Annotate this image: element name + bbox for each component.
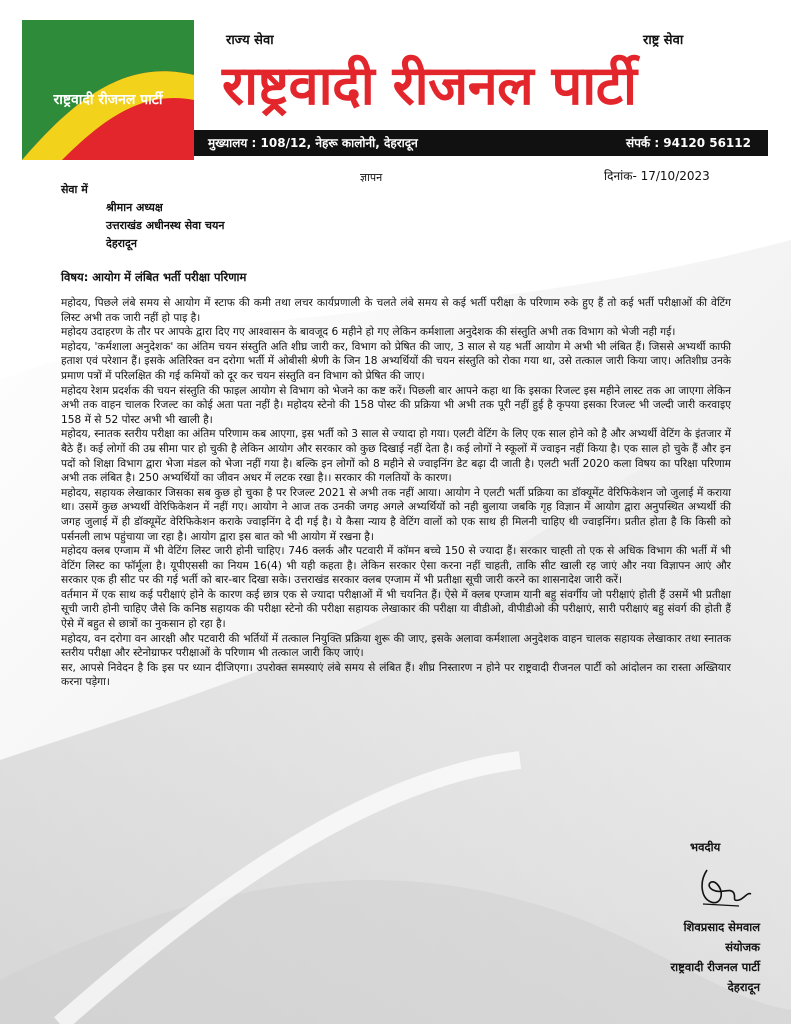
to-line-addressee: श्रीमान अध्यक्ष — [106, 201, 163, 214]
handwritten-signature — [695, 862, 755, 910]
paragraph: महोदय, स्नातक स्तरीय परीक्षा का अंतिम परिणाम कब आएगा, इस भर्ती को 3 साल से ज्यादा हो गया। एलटी वेटिंग के लिए एक साल होने को है और अभ्यर्थी वेटिंग के इंतजार में बैठे हैं। कई लोगों की उम्र सीमा पार हो चुकी है लेकिन आयोग और सरकार को कुछ दिखाई नहीं देता है। कई लोगों ने स्कूलों में ज्वाइन नहीं किया है। एक साल हो चुके हैं और इन पदों को शिक्षा विभाग द्वारा भेजा मंडल को भेजा नहीं गया है। बल्कि इन लोगों को 8 महीने से ज्वाइनिंग डेट बढ़ा दी जाती है। एलटी भर्ती 2020 कला विषय का परिक्षा परिणाम अभी तक लंबित है। 250 अभ्यर्थियों का जीवन अधर में लटक रखा है।। सरकार की गलतियों के कारण। — [61, 428, 731, 485]
paragraph: महोदय, 'कर्मशाला अनुदेशक' का अंतिम चयन संस्तुति अति शीघ्र जारी कर, विभाग को प्रेषित की जाए, 3 साल से यह भर्ती आयोग मे अभी भी लंबित हैं। जिससे अभ्यर्थी काफी हताश एवं परेशान हैं। इसके अतिरिक्त वन दरोगा भर्ती में ओबीसी श्रेणी के जिन 18 अभ्यर्थियों की चयन संस्तुति को रोका गया था, उसे तत्काल जारी किया जाए। अतिशीघ्र उनके प्रमाण पत्रों में परिलक्षित की गई कमियों को दूर कर चयन संस्तुति वन विभाग को प्रेषित की जाए। — [61, 340, 731, 382]
signatory-party: राष्ट्रवादी रीजनल पार्टी — [670, 960, 760, 974]
contact-phone: संपर्क : 94120 56112 — [626, 136, 751, 150]
to-line-seva-mein: सेवा में — [61, 183, 88, 196]
paragraph: महोदय उदाहरण के तौर पर आपके द्वारा दिए गए आश्वासन के बावजूद 6 महीने हो गए लेकिन कर्मशाला अनुदेशक की संस्तुति अभी तक विभाग को भेजी नही गई। — [61, 326, 676, 339]
paragraph: वर्तमान में एक साथ कई परीक्षाएं होने के कारण कई छात्र एक से ज्यादा परीक्षाओं में भी चयनित हैं। ऐसे में क्लब एग्जाम यानी बहु संवर्गीय जो परीक्षाएं होती हैं उसमें भी प्रतीक्षा सूची जारी होनी चाहिए जैसे कि कनिष्ठ सहायक की परीक्षा स्टेनो की परीक्षा सहायक लेखाकार की परीक्षा या वीडीओ, वीपीडीओ की परीक्षाएं, सारी परीक्षाएं बहु संवर्ग की होती हैं ऐसे में बहुत से छात्रों का नुकसान हो रहा है। — [61, 588, 731, 631]
paragraph: महोदय, सहायक लेखाकार जिसका सब कुछ हो चुका है पर रिजल्ट 2021 से अभी तक नहीं आया। आयोग ने एलटी भर्ती प्रक्रिया का डॉक्यूमेंट वेरिफिकेशन जो जुलाई में कराया था। उसमें कुछ अभ्यर्थी वेरिफिकेशन में नहीं गए। आयोग ने आज तक उनकी जगह अगले अभ्यर्थियों को नही बुलाया जबकि गृह विज्ञान में आयोग द्वारा अनुपस्थित अभ्यर्थी की जगह जुलाई में ही डॉक्यूमेंट वेरिफिकेशन कराके ज्वाइनिंग दे दी गई है। ये कैसा न्याय है वेटिंग वालों को एक साथ ही मिलनी चाहिए थी ज्वाइनिंग। प्रतीत होता है कि किसी को पर्सनली लाभ पहुंचाया जा रहा है। आयोग द्वारा इस बात को भी आयोग में रखना है। — [61, 486, 731, 543]
tagline-rajya-seva: राज्य सेवा — [226, 33, 274, 48]
memorandum-title: ज्ञापन — [360, 171, 383, 184]
paragraph: महोदय, पिछले लंबे समय से आयोग में स्टाफ की कमी तथा लचर कार्यप्रणाली के चलते लंबे समय से कई भर्ती परीक्षा के परिणाम रुके हुए हैं तो कई भर्ती परीक्षाओं की वेटिंग लिस्ट अभी तक जारी नहीं हो पाइ है। — [61, 297, 731, 324]
logo-text: राष्ट्रवादी रीजनल पार्टी — [53, 92, 163, 108]
paragraph: सर, आपसे निवेदन है कि इस पर ध्यान दीजिएगा। उपरोक्त समस्याएं लंबे समय से लंबित हैं। शीघ्र निस्तारण न होने पर राष्ट्रवादी रीजनल पार्टी को आंदोलन का रास्ता अख्तियार करना पड़ेगा। — [61, 661, 731, 689]
letter-subject: विषय: आयोग में लंबित भर्ती परीक्षा परिणाम — [61, 270, 247, 284]
party-logo — [22, 20, 194, 160]
headquarters-address: मुख्यालय : 108/12, नेहरू कालोनी, देहरादून — [208, 136, 418, 150]
paragraph: महोदय क्लब एग्जाम में भी वेटिंग लिस्ट जारी होनी चाहिए। 746 क्लर्क और पटवारी में कॉमन बच्चे 150 से ज्यादा हैं। सरकार चाह्ती तो एक से अधिक विभाग की भर्ती में भी वेटिंग लिस्ट का फॉर्मूला है। यूपीएससी का नियम 16(4) भी यही कहता है। लेकिन सरकार ऐसा करना नहीं चाहती, ताकि सीट खाली रह जाएं और नया विज्ञापन आएं और सरकार एक ही सीट पर की गई भर्ती को बार-बार दिखा सके। उत्तराखंड सरकार क्लब एग्जाम में भी प्रतीक्षा सूची जारी करने का शासनादेश जारी करें। — [61, 545, 731, 587]
signatory-name: शिवप्रसाद सेमवाल — [683, 920, 760, 934]
to-line-organization: उत्तराखंड अधीनस्थ सेवा चयन — [106, 219, 225, 232]
paragraph: महोदय, वन दरोगा वन आरक्षी और पटवारी की भर्तियों में तत्काल नियुक्ति प्रक्रिया शुरू की जाए, इसके अलावा कर्मशाला अनुदेशक वाहन चालक सहायक लेखाकार तथा स्नातक स्तरीय परीक्षा और स्टेनोग्राफर परीक्षाओं के परिणाम भी तत्काल जारी किए जाएं। — [61, 632, 731, 660]
letter-paragraphs — [61, 296, 731, 690]
signatory-place: देहरादून — [727, 980, 760, 994]
signatory-title: संयोजक — [725, 940, 760, 954]
letter-date: दिनांक- 17/10/2023 — [604, 169, 710, 183]
to-line-city: देहरादून — [106, 237, 137, 250]
paragraph: महोदय रेशम प्रदर्शक की चयन संस्तुति की फाइल आयोग से विभाग को भेजने का कष्ट करें। पिछली बार आपने कहा था कि इसका रिजल्ट इस महीने लास्ट तक आ जाएगा लेकिन अभी तक वाहन चालक रिजल्ट का कोई अता पता नहीं है। महोदय स्टेनो की 158 पोस्ट की प्रक्रिया भी अभी तक पूरी नहीं हुई है कृपया इसका रिजल्ट भी जल्दी जारी करवाइए 158 में से 52 पोस्ट अभी भी खाली है। — [61, 384, 731, 426]
tagline-rashtra-seva: राष्ट्र सेवा — [643, 33, 684, 48]
closing-salutation: भवदीय — [690, 840, 721, 854]
contact-bar — [194, 130, 768, 156]
party-name-title: राष्ट्रवादी रीजनल पार्टी — [222, 54, 637, 117]
